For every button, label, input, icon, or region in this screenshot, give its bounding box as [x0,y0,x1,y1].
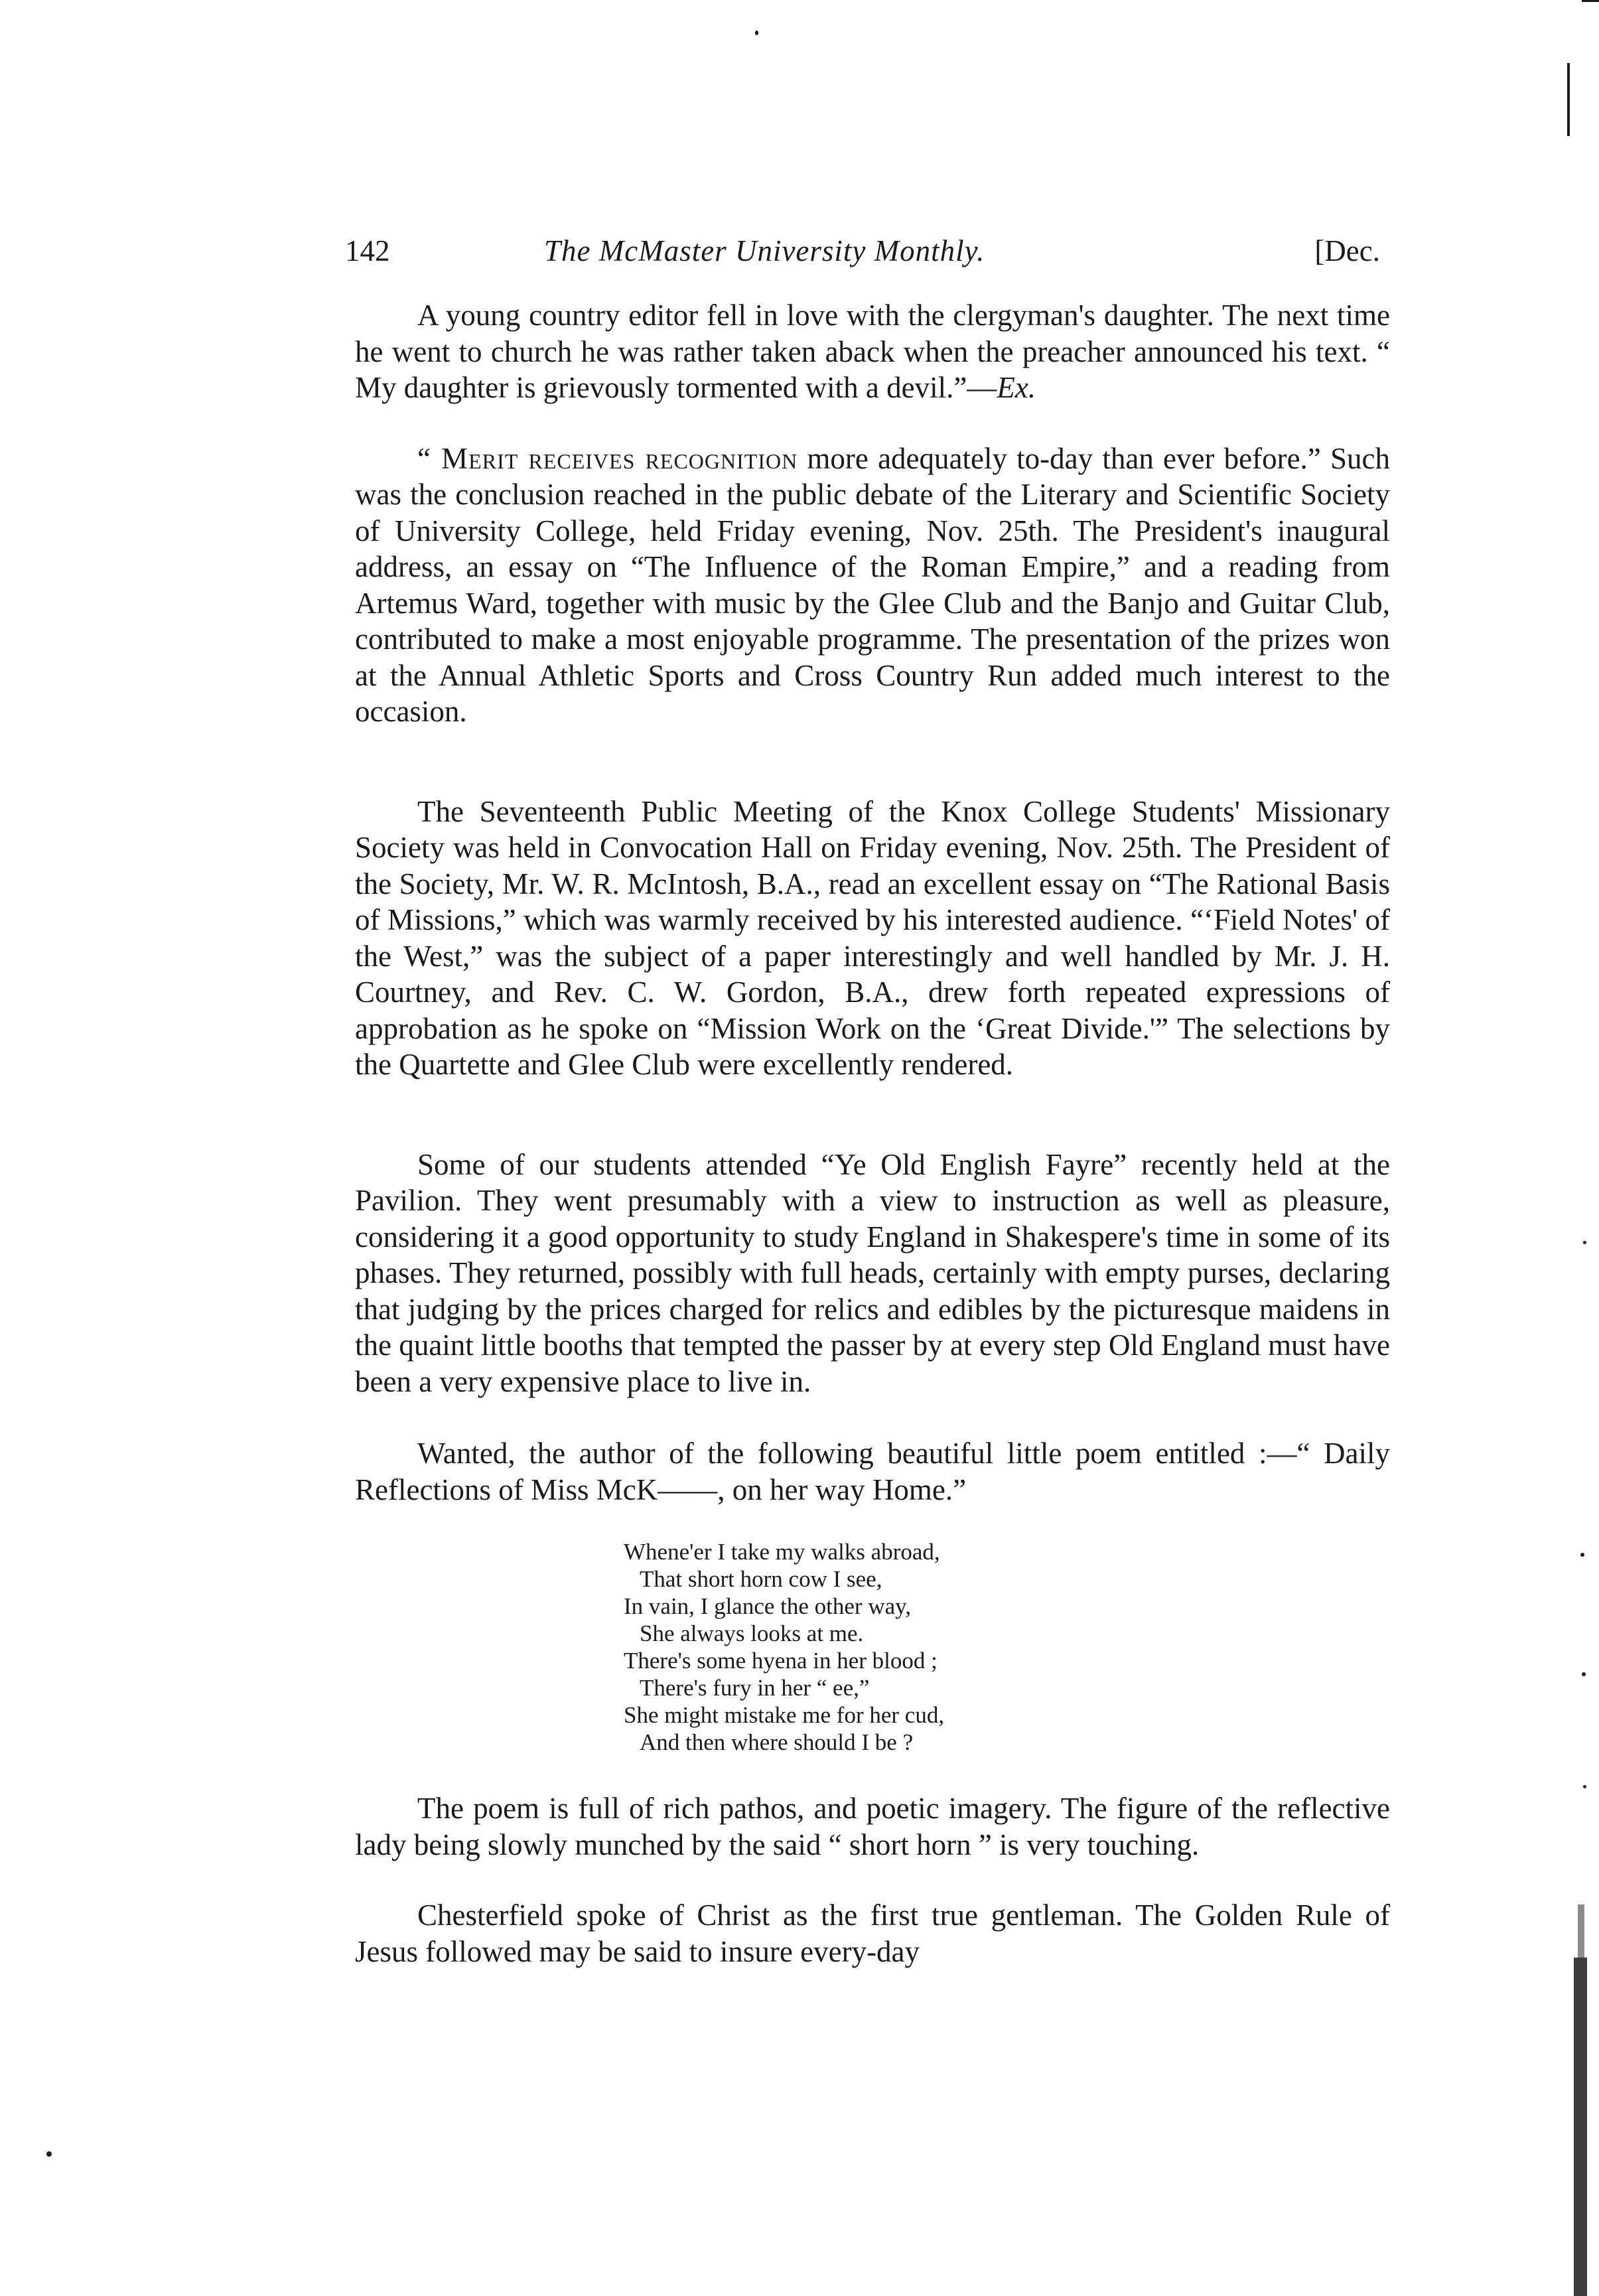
paragraph-knox-college-meeting [355,794,1390,1083]
paragraph-chesterfield [355,1897,1390,1970]
source-credit: Ex. [997,371,1036,404]
journal-title: The McMaster University Monthly. [544,234,985,267]
paragraph-text: A young country editor fell in love with the clergyman's daughter. The next time he went to church he was rather taken aback when the preacher announced his text. “ My daughter is grievously tormented with a devil.”— [355,299,1390,404]
scan-edge-mark [1578,1904,1584,1958]
paragraph-text: Some of our students attended “Ye Old English Fayre” recently held at the Pavilion. They went presumably with a view to instruction as well as pleasure, considering it a good opportunity to study England in Shakespere's time in some of its phases. They returned, possibly with full heads, certainly with empty purses, declaring that judging by the prices charged for relics and edibles by the picturesque maidens in the quaint little booths that tempted the passer by at every step Old England must have been a very expensive place to live in. [355,1147,1390,1398]
lead-in-smallcaps: “ Merit receives recognition [417,441,798,475]
scan-speck [1583,1241,1586,1244]
paragraph-text: Wanted, the author of the following beautiful little poem entitled :—“ Daily Reflections of Miss McK——, on her way Home.” [355,1437,1390,1506]
poem-line: There's fury in her “ ee,” [640,1675,870,1701]
scan-speck [46,2151,52,2157]
scan-speck [1583,1785,1586,1788]
poem-line: That short horn cow I see, [640,1566,882,1592]
header-month: [Dec. [1314,234,1380,267]
poem-daily-reflections [624,1538,1390,1756]
poem-line: And then where should I be ? [640,1729,914,1755]
paragraph-editor-anecdote [355,297,1390,406]
scan-speck [755,31,758,35]
paragraph-text: The Seventeenth Public Meeting of the Knox College Students' Missionary Society was held in Convocation Hall on Friday evening, Nov. 25th. The President of the Society, Mr. W. R. McIntosh, B.A., read an excellent essay on “The Rational Basis of Missions,” which was warmly received by his interested audience. “‘Field Notes' of the West,” was the subject of a paper interestingly and well handled by Mr. J. H. Courtney, and Rev. C. W. Gordon, B.A., drew forth repeated expressions of approbation as he spoke on “Mission Work on the ‘Great Divide.'” The selections by the Quartette and Glee Club were excellently rendered. [355,794,1390,1081]
scan-edge-mark [1574,1958,1587,2296]
poem-line: She always looks at me. [640,1620,864,1646]
paragraph-poem-intro [355,1435,1390,1508]
scan-speck [1582,1672,1586,1676]
poem-line: In vain, I glance the other way, [624,1593,912,1619]
scan-edge-mark [1582,0,1599,2]
paragraph-text: The poem is full of rich pathos, and poetic imagery. The figure of the reflective lady being slowly munched by the said “ short horn ” is very touching. [355,1792,1390,1861]
poem-line: There's some hyena in her blood ; [624,1648,938,1674]
paragraph-text: Chesterfield spoke of Christ as the first true gentleman. The Golden Rule of Jesus followed may be said to insure every-day [355,1899,1390,1968]
page-number: 142 [345,234,390,267]
paragraph-university-college-debate [355,441,1390,730]
paragraph-text: more adequately to-day than ever before.” Such was the conclusion reached in the public debate of the Literary and Scientific Society of University College, held Friday evening, Nov. 25th. The President's inaugural address, an essay on “The Influence of the Roman Empire,” and a reading from Artemus Ward, together with music by the Glee Club and the Banjo and Guitar Club, contributed to make a most enjoyable programme. The presentation of the prizes won at the Annual Athletic Sports and Cross Country Run added much interest to the occasion. [355,441,1390,728]
scan-edge-mark [1567,63,1570,136]
article-body [355,297,1390,1970]
poem-line: Whene'er I take my walks abroad, [624,1539,940,1565]
paragraph-english-fayre [355,1147,1390,1400]
running-header [345,234,1380,273]
paragraph-poem-comment [355,1790,1390,1863]
scan-speck [1580,1553,1584,1557]
poem-line: She might mistake me for her cud, [624,1702,945,1728]
